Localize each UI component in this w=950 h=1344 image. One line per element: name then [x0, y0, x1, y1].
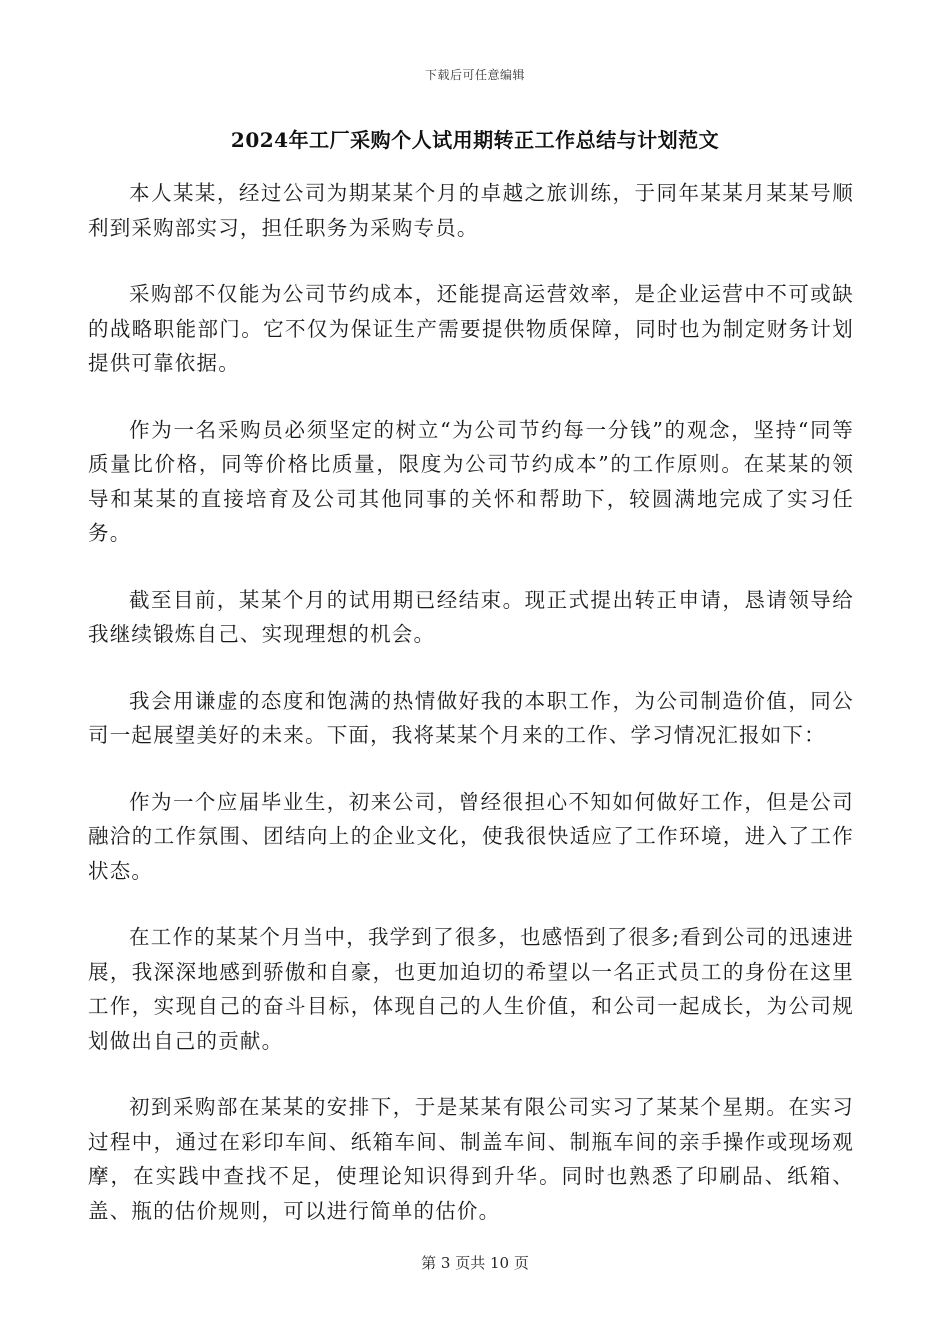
- paragraph-8: 初到采购部在某某的安排下，于是某某有限公司实习了某某个星期。在实习过程中，通过在彩印车间、纸箱车间、制盖车间、制瓶车间的亲手操作或现场观摩，在实践中查找不足，使理论知识得到升华。同时也熟悉了印刷品、纸箱、盖、瓶的估价规则，可以进行简单的估价。: [88, 1095, 854, 1223]
- paragraph-6: 作为一个应届毕业生，初来公司，曾经很担心不知如何做好工作，但是公司融洽的工作氛围、团结向上的企业文化，使我很快适应了工作环境，进入了工作状态。: [88, 789, 854, 883]
- paragraph-3: 作为一名采购员必须坚定的树立“为公司节约每一分钱”的观念，坚持“同等质量比价格，同等价格比质量，限度为公司节约成本”的工作原则。在某某的领导和某某的直接培育及公司其他同事的关怀和帮助下，较圆满地完成了实习任务。: [88, 417, 854, 545]
- paragraph-7: 在工作的某某个月当中，我学到了很多，也感悟到了很多;看到公司的迅速进展，我深深地感到骄傲和自豪，也更加迫切的希望以一名正式员工的身份在这里工作，实现自己的奋斗目标，体现自己的人生价值，和公司一起成长，为公司规划做出自己的贡献。: [88, 925, 854, 1053]
- header-note: 下载后可任意编辑: [424, 68, 525, 82]
- paragraph-4: 截至目前，某某个月的试用期已经结束。现正式提出转正申请，恳请领导给我继续锻炼自己、实现理想的机会。: [88, 587, 854, 646]
- paragraph-5: 我会用谦虚的态度和饱满的热情做好我的本职工作，为公司制造价值，同公司一起展望美好的未来。下面，我将某某个月来的工作、学习情况汇报如下：: [88, 688, 854, 747]
- document-title: 2024年工厂采购个人试用期转正工作总结与计划范文: [230, 128, 720, 152]
- page-number-footer: 第 3 页共 10 页: [421, 1254, 529, 1272]
- paragraph-2: 采购部不仅能为公司节约成本，还能提高运营效率，是企业运营中不可或缺的战略职能部门。它不仅为保证生产需要提供物质保障，同时也为制定财务计划提供可靠依据。: [88, 282, 854, 375]
- paragraph-1: 本人某某，经过公司为期某某个月的卓越之旅训练，于同年某某月某某号顺利到采购部实习，担任职务为采购专员。: [88, 181, 854, 240]
- document-body: [88, 176, 854, 1260]
